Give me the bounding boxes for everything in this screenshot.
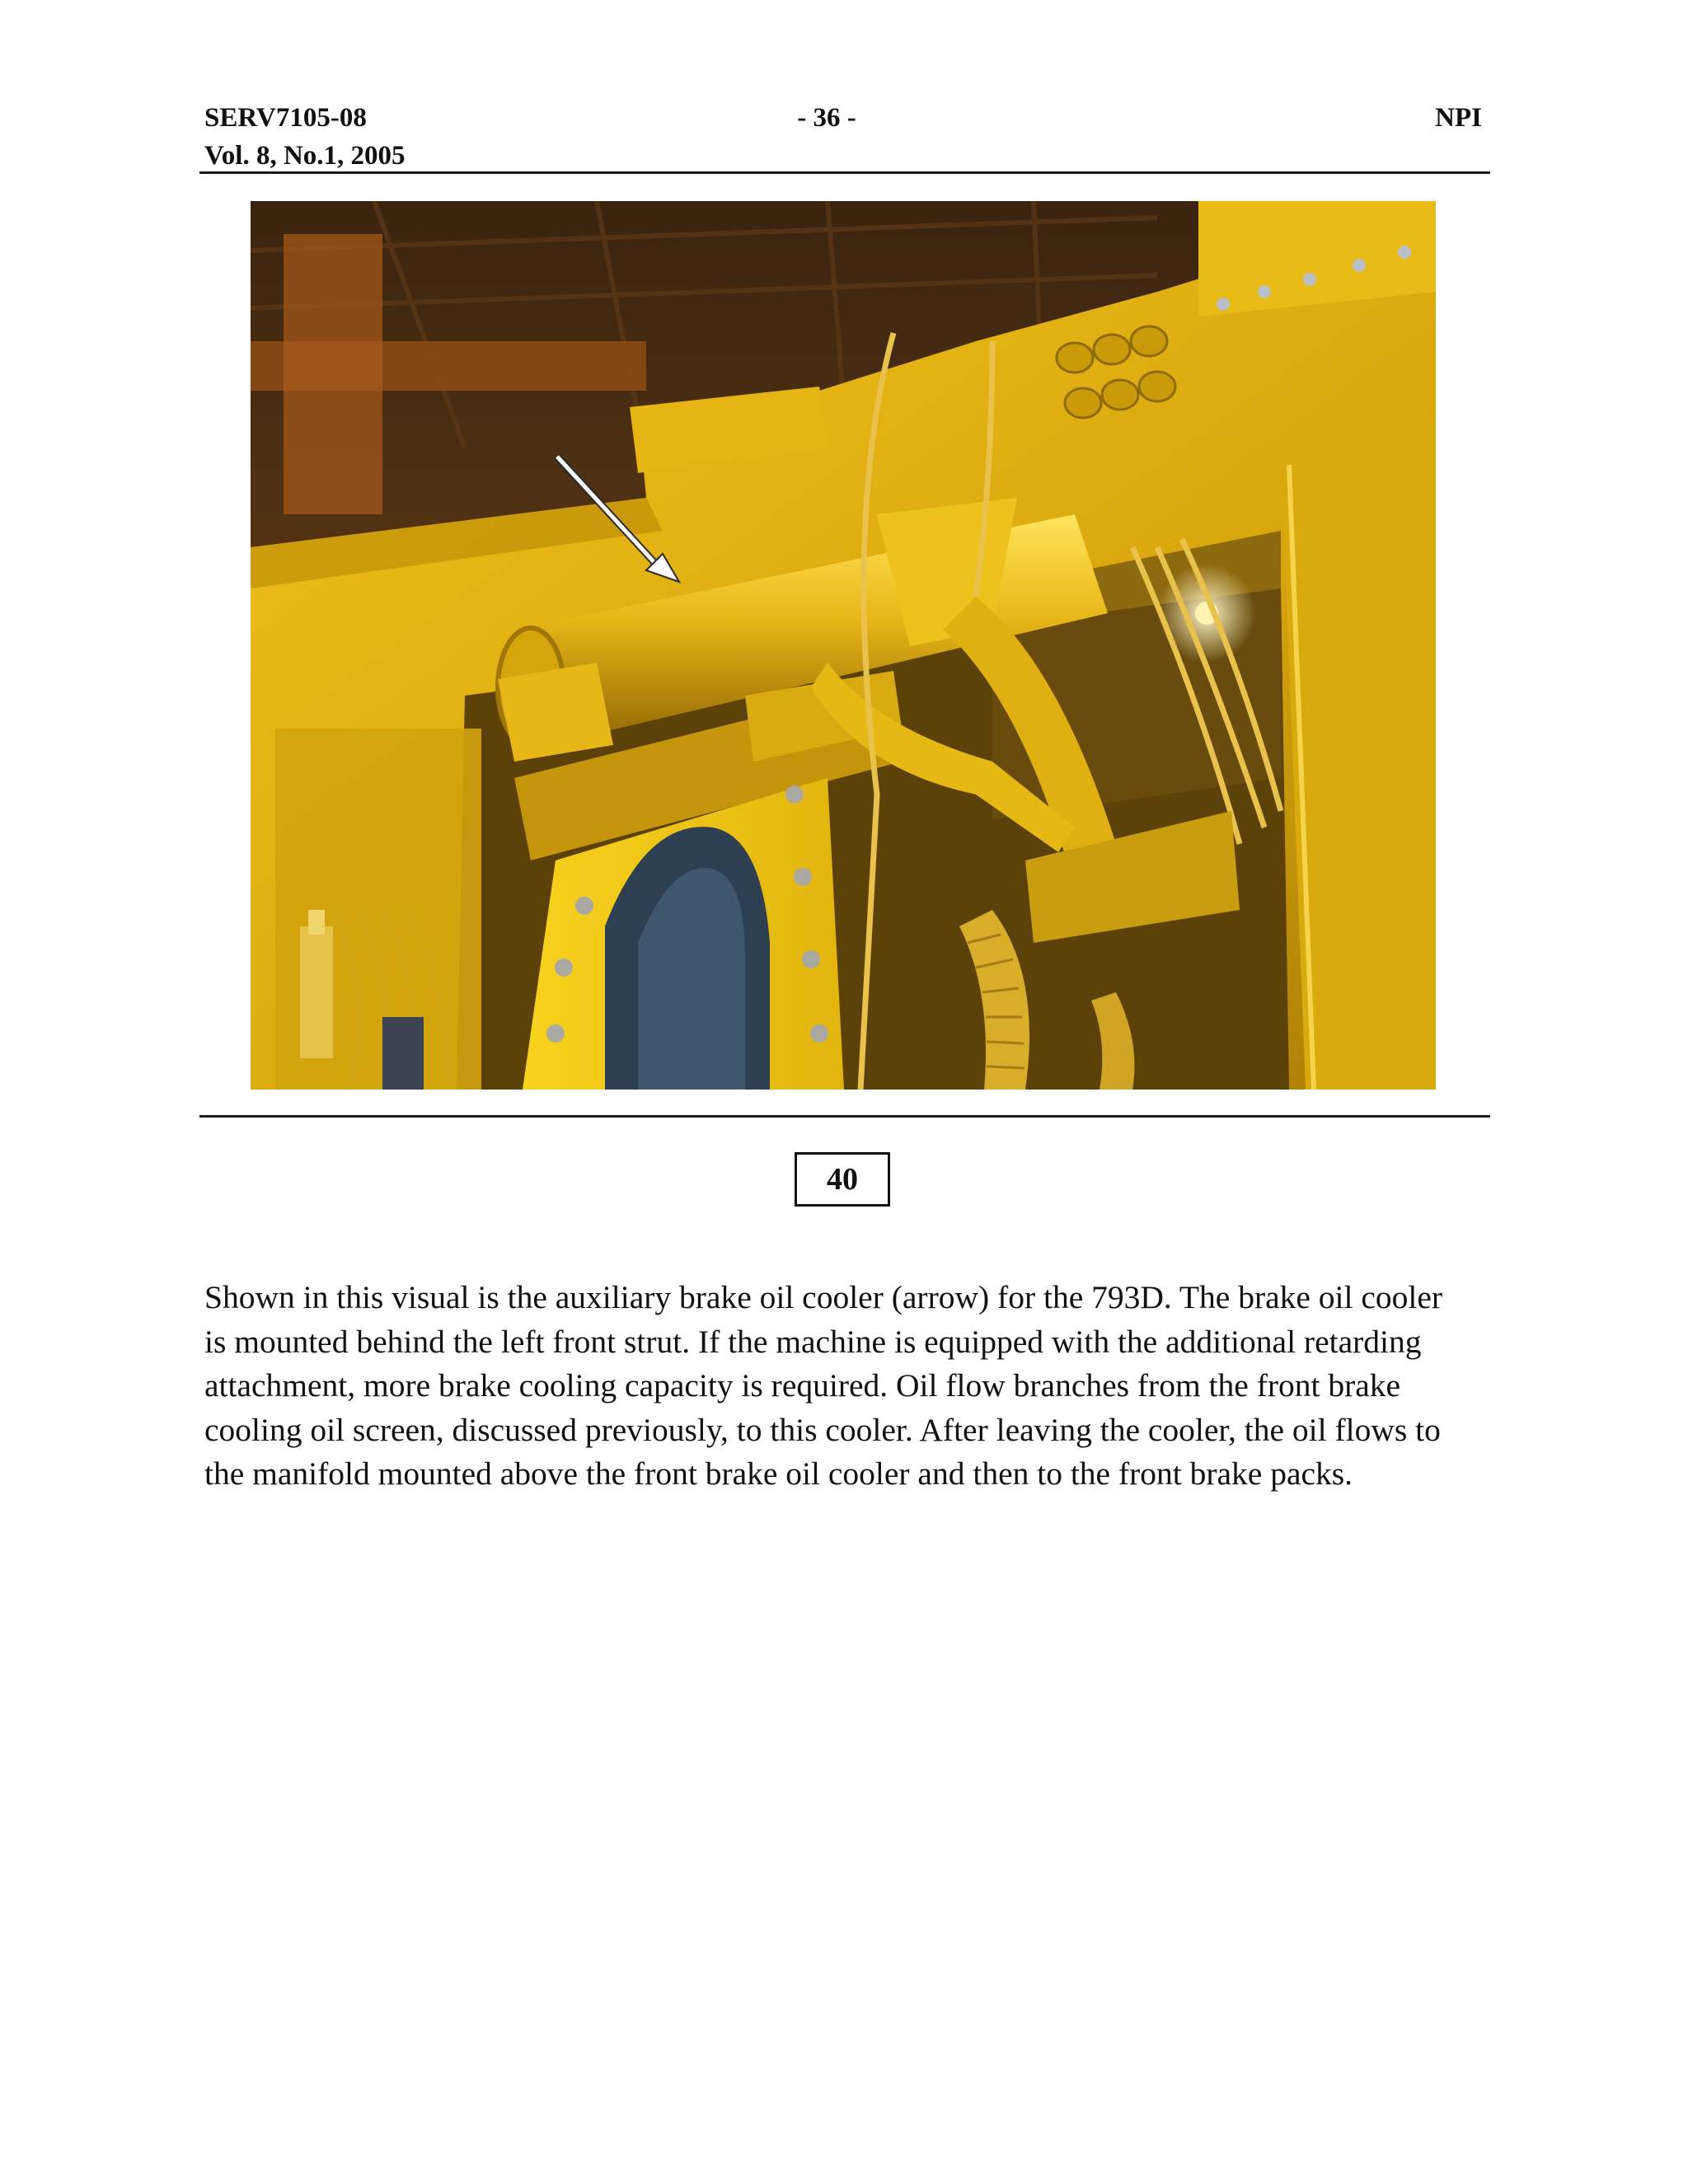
page-header xyxy=(204,99,1482,173)
body-paragraph: Shown in this visual is the auxiliary brake oil cooler (arrow) for the 793D. The brake oil cooler is mounted behind the left front strut. If the machine is equipped with the additional retarding attachment, more brake cooling capacity is required. Oil flow branches from the front brake cooling oil screen, discussed previously, to this cooler. After leaving the cooler, the oil flows to the manifold mounted above the front brake oil cooler and then to the front brake packs. xyxy=(204,1279,1443,1492)
figure-rule xyxy=(199,1115,1490,1118)
header-rule xyxy=(199,171,1490,174)
doc-id: SERV7105-08 xyxy=(204,103,367,133)
brake-oil-cooler-photo xyxy=(251,201,1436,1090)
header-tag: NPI xyxy=(1435,103,1482,133)
figure-number: 40 xyxy=(795,1152,890,1207)
page-number: - 36 - xyxy=(797,103,856,133)
volume-info: Vol. 8, No.1, 2005 xyxy=(204,141,406,171)
